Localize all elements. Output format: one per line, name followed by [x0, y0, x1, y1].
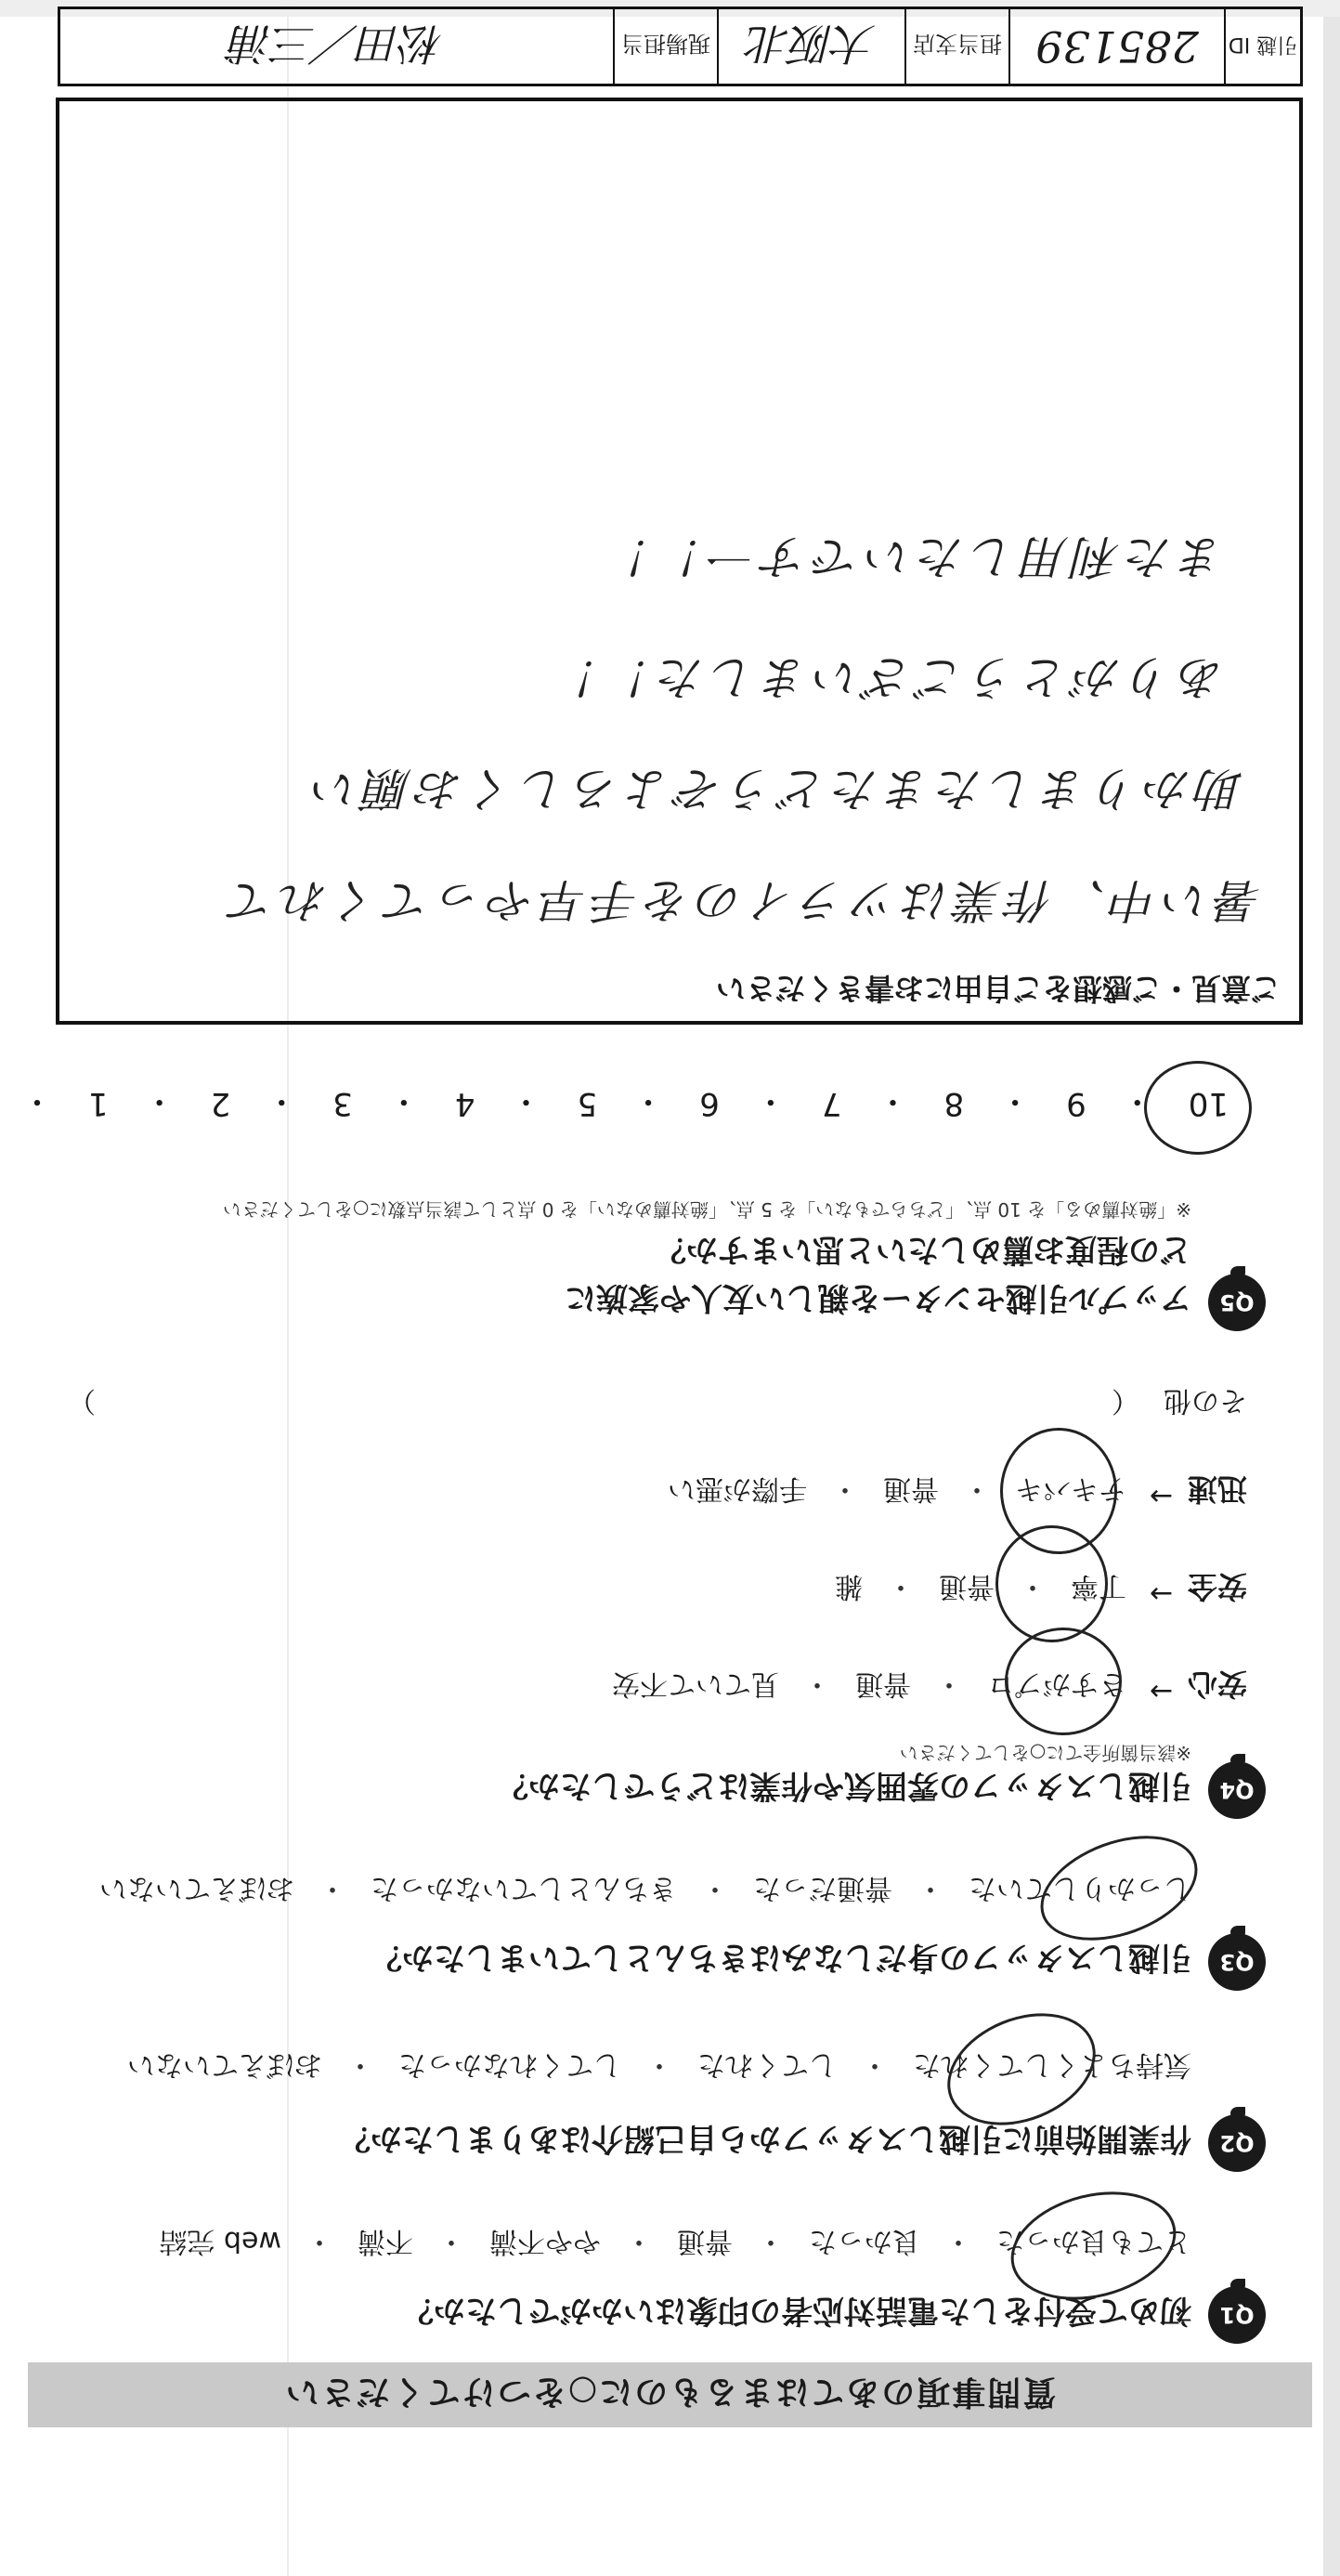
q5-answer-circle: [1144, 1061, 1252, 1155]
q4-option[interactable]: 普通: [939, 1570, 995, 1602]
branch-label: 担当支店: [904, 9, 1008, 84]
arrow-icon: →: [1149, 1675, 1173, 1707]
q2-option[interactable]: してくれなかった: [398, 2048, 621, 2081]
q4-row-options: さすがプロ ・ 普通 ・ 見ていて不安: [612, 1667, 1126, 1707]
q1-options: とても良かった ・ 良かった ・ 普通 ・ やや不満 ・ 不満 ・ web 完結: [159, 2224, 1191, 2265]
q4-badge: Q4: [1208, 1761, 1266, 1819]
q3-option[interactable]: おぼえていない: [99, 1872, 294, 1904]
q5-score[interactable]: 10: [1188, 1085, 1229, 1123]
q4-text: 引越しスタッフの雰囲気や作業はどうでしたか？: [497, 1767, 1191, 1804]
q4-option[interactable]: 手際が悪い: [668, 1472, 807, 1505]
q1-option[interactable]: 良かった: [809, 2225, 920, 2257]
q4-option[interactable]: 普通: [855, 1667, 911, 1700]
q1-option[interactable]: やや不満: [489, 2225, 601, 2257]
q4-answer-circle: [1005, 1628, 1122, 1735]
staff-info-table: [58, 7, 1303, 86]
instruction-banner: 質問事項のあてはまるものに○をつけてください: [28, 2362, 1312, 2427]
q4-other-open: （: [1112, 1384, 1139, 1417]
q4-option[interactable]: テキパキ: [1015, 1472, 1126, 1505]
q3-text: 引越しスタッフの身だしなみはきちんとしていましたか？: [371, 1939, 1191, 1976]
leader-value: 松田／三浦: [229, 19, 444, 69]
q1-text: 初めて受付をした電話対応者の印象はいかがでしたか？: [402, 2292, 1191, 2329]
q5-note: ※「絶対薦める」を 10 点、「どちらでもない」を 5 点、「絶対薦めない」を 0 点として該当点数に○をしてください: [222, 1198, 1191, 1221]
q4-row-options: 丁寧 ・ 普通 ・ 雑: [835, 1569, 1126, 1610]
q5-score[interactable]: 5: [577, 1085, 598, 1123]
q5-score[interactable]: 3: [332, 1085, 353, 1123]
q4-other-close: [68, 1383, 96, 1424]
q2-options: 気持ちよくしてくれた ・ してくれた ・ してくれなかった ・ おぼえていない: [127, 2047, 1191, 2088]
q4-row-options: テキパキ ・ 普通 ・ 手際が悪い: [668, 1471, 1126, 1512]
q5-text-line1: アップル引越センターを親しい友人や家族に: [565, 1279, 1191, 1316]
handwritten-line: 助かりましたまたどうぞよろしくお願い: [307, 762, 1243, 816]
q1-option[interactable]: web 完結: [159, 2225, 281, 2257]
q5-text-line2: どの程度お薦めしたいと思いますか？: [655, 1231, 1191, 1268]
comment-title: ご意見・ご感想をご自由にお書きください: [715, 971, 1281, 1006]
q1-option[interactable]: とても良かった: [996, 2225, 1191, 2257]
q4-option[interactable]: 丁寧: [1071, 1570, 1126, 1602]
q4-other-close-paren: ）: [68, 1384, 96, 1417]
q4-row-label: 安心: [1187, 1667, 1247, 1702]
q5-scale: 10 ・ 9 ・ 8 ・ 7 ・ 6 ・ 5 ・ 4 ・ 3 ・ 2 ・ 1 ・: [20, 1082, 1229, 1123]
q4-row-label: 安全: [1187, 1569, 1247, 1604]
q3-option[interactable]: しっかりしていた: [969, 1872, 1191, 1904]
q3-options: しっかりしていた ・ 普通だった ・ きちんとしていなかった ・ おぼえていない: [99, 1871, 1191, 1912]
q4-option[interactable]: 雑: [835, 1570, 863, 1602]
q4-answer-circle: [1000, 1428, 1117, 1554]
handwritten-line: また利用したいです一！！: [601, 530, 1225, 583]
q5-score[interactable]: 1: [87, 1085, 109, 1123]
q2-option[interactable]: してくれた: [697, 2048, 837, 2081]
q3-option[interactable]: 普通だった: [753, 1872, 892, 1904]
leader-label: 現場担当: [613, 9, 717, 84]
arrow-icon: →: [1149, 1480, 1173, 1512]
q2-text: 作業開始前に引越しスタッフから自己紹介はありましたか？: [339, 2120, 1191, 2157]
handwritten-line: ありがとうございました！！: [549, 650, 1225, 704]
id-label: 引越 ID: [1224, 9, 1300, 84]
scan-edge: [1323, 0, 1340, 2576]
q3-badge: Q3: [1208, 1933, 1266, 1991]
q5-score[interactable]: 8: [943, 1085, 965, 1123]
q1-option[interactable]: 普通: [677, 2225, 733, 2257]
q4-note: ※該当箇所全てに○をしてください: [899, 1742, 1191, 1764]
q5-score[interactable]: 4: [454, 1085, 475, 1123]
q4-option[interactable]: 普通: [883, 1472, 939, 1505]
q4-other: [1112, 1383, 1247, 1424]
q4-option[interactable]: 見ていて不安: [612, 1667, 779, 1700]
q4-other-label: その他: [1164, 1384, 1247, 1417]
branch-value: 大阪北: [717, 9, 904, 84]
q4-option[interactable]: さすがプロ: [987, 1667, 1126, 1700]
q5-score[interactable]: 9: [1066, 1085, 1086, 1123]
q3-option[interactable]: きちんとしていなかった: [371, 1872, 677, 1904]
q1-badge: Q1: [1208, 2286, 1266, 2344]
q4-row-label: 迅速: [1187, 1471, 1247, 1507]
q2-option[interactable]: おぼえていない: [127, 2048, 322, 2081]
id-value: 285139: [1008, 9, 1224, 84]
q5-score[interactable]: 6: [699, 1085, 720, 1123]
arrow-icon: →: [1149, 1577, 1173, 1610]
q2-option[interactable]: 気持ちよくしてくれた: [913, 2048, 1191, 2081]
q2-badge: Q2: [1208, 2114, 1266, 2172]
comment-box[interactable]: [56, 98, 1303, 1025]
q5-score[interactable]: 7: [821, 1085, 842, 1123]
q5-badge: Q5: [1208, 1274, 1266, 1331]
handwritten-line: 暑い中、作業はツライのを手早やってくれて: [223, 873, 1262, 927]
q1-option[interactable]: 不満: [358, 2225, 413, 2257]
q5-score[interactable]: 2: [210, 1085, 231, 1123]
